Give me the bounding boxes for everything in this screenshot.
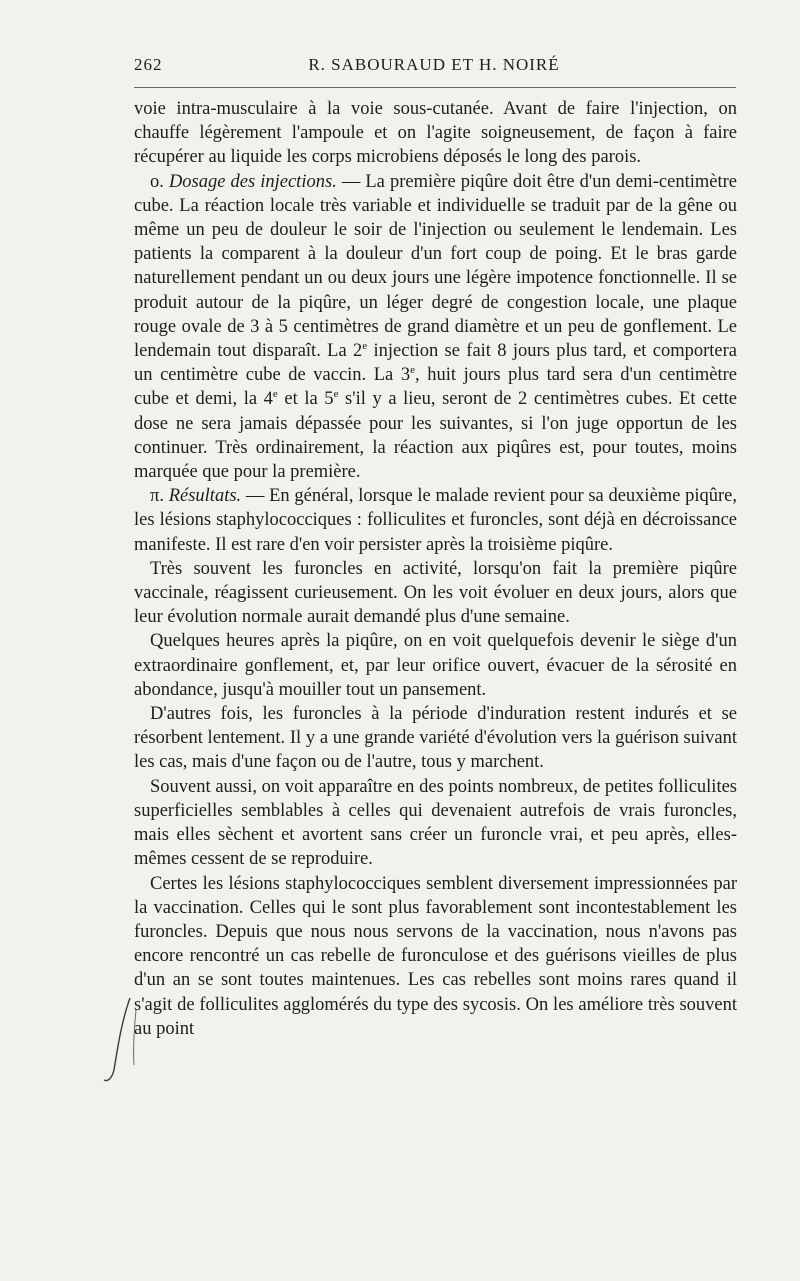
paragraph-3: [134, 484, 737, 557]
section-title: Dosage des injections.: [168, 171, 337, 192]
paragraph-2: [134, 170, 737, 485]
page-number: 262: [134, 55, 163, 74]
paragraph-text: , huit jours plus tard sera d'un centimètre cube et demi, la 4: [134, 365, 738, 410]
paragraph-text: et la 5: [277, 389, 334, 410]
paragraph-4: [134, 557, 737, 630]
paragraph-6: [134, 702, 737, 775]
paragraph-text: — En général, lorsque le malade revient pour sa deuxième piqûre, les lésions staphylococciques : folliculites et furoncles, sont déjà en décroissance manifeste. Il est rare d'en voir persister après la troisième piqûre.: [134, 486, 737, 555]
paragraph-text: Très souvent les furoncles en activité, lorsqu'on fait la première piqûre vaccinale, réagissent curieusement. On les voit évoluer en deux jours, alors que leur évolution normale aurait demandé plus d'une semaine.: [134, 558, 737, 628]
paragraph-text: — La première piqûre doit être d'un demi-centimètre cube. La réaction locale très variable et individuelle se traduit par de la gêne ou même un peu de douleur le soir de l'injection ou seulement le lendemain. Les patients la comparent à la douleur d'un fort coup de poing. Et le bras garde naturellement pendant un ou deux jours une légère impotence fonctionnelle. Il se produit autour de la piqûre, un léger degré de congestion locale, une plaque rouge ovale de 3 à 5 centimètres de grand diamètre et un peu de gonflement. Le lendemain tout disparaît. La 2: [134, 171, 738, 362]
running-title: R. SABOURAUD ET H. NOIRÉ: [308, 55, 560, 74]
superscript: e: [362, 339, 368, 352]
section-label: π.: [150, 486, 164, 507]
page-header: [134, 55, 734, 85]
header-rule: [134, 87, 736, 88]
paragraph-text: Souvent aussi, on voit apparaître en des points nombreux, de petites folliculites superficielles semblables à celles qui devenaient autrefois de vrais furoncles, mais elles sèchent et avortent sans créer un furoncle vrai, et peu après, elles-mêmes cessent de se reproduire.: [134, 776, 737, 870]
section-label: ο.: [150, 171, 164, 192]
paragraph-text: s'il y a lieu, seront de 2 centimètres cubes. Et cette dose ne sera jamais dépassée pour les suivantes, si l'on juge opportun de les continuer. Très ordinairement, la réaction aux piqûres est, pour toutes, moins marquée que pour la première.: [134, 389, 737, 483]
paragraph-text: injection se fait 8 jours plus tard, et comportera un centimètre cube de vaccin. La 3: [134, 341, 738, 386]
paragraph-text: Certes les lésions staphylococciques semblent diversement impressionnées par la vaccination. Celles qui le sont plus favorablement sont incontestablement les furoncles. Depuis que nous nous servons de la vaccination, nous n'avons pas encore rencontré un cas rebelle de furonculose et des guérisons vieilles de plus d'un an se sont toutes maintenues. Les cas rebelles sont moins rares quand il s'agit de folliculites agglomérés du type des sycosis. On les améliore très souvent au point: [134, 873, 737, 1039]
section-title: Résultats.: [168, 486, 242, 507]
superscript: e: [272, 388, 278, 401]
handwritten-margin-mark: [100, 990, 140, 1090]
superscript: e: [410, 364, 415, 377]
paragraph-8: [134, 872, 737, 1041]
paragraph-text: D'autres fois, les furoncles à la période d'induration restent indurés et se résorbent lentement. Il y a une grande variété d'évolution vers la guérison suivant les cas, mais d'une façon ou de l'autre, tous y marchent.: [134, 704, 737, 773]
paragraph-text: Quelques heures après la piqûre, on en voit quelquefois devenir le siège d'un extraordinaire gonflement, et, par leur orifice ouvert, évacuer de la sérosité en abondance, jusqu'à mouiller tout un pansement.: [134, 631, 737, 700]
paragraph-1: [134, 97, 737, 170]
paragraph-text: voie intra-musculaire à la voie sous-cutanée. Avant de faire l'injection, on chauffe légèrement l'ampoule et on l'agite soigneusement, de façon à faire récupérer au liquide les corps microbiens déposés le long des parois.: [134, 99, 737, 168]
body-text: [134, 97, 737, 1041]
paragraph-5: [134, 629, 737, 702]
superscript: e: [333, 388, 339, 401]
paragraph-7: [134, 775, 737, 872]
